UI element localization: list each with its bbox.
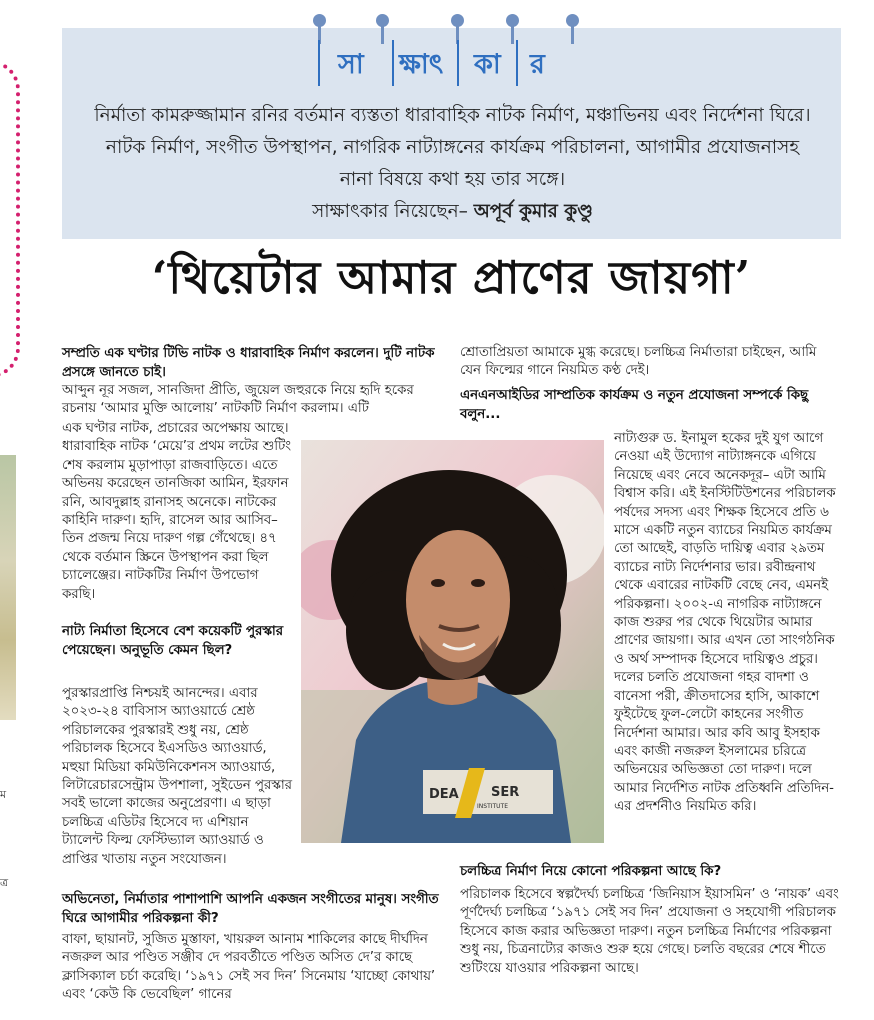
answer-4: নাট্যগুরু ড. ইনামুল হকের দুই যুগ আগে নেওয়া এই উদ্যোগ নাট্যাঙ্গনকে এগিয়ে নিয়েছে এবং নেবে অনেকদূর– এটা আমি বিশ্বাস করি। এই ইনস্টিটিউশনের পরিচালক পর্ষদের সদস্য এবং শিক্ষক হিসেবে প্রতি ৬ মাসে একটি নতুন ব্যাচের নিয়মিত কার্যক্রম তো আছেই, বাড়তি দায়িত্ব এবার ২৯তম ব্যাচের নাট্য নির্দেশনার ভার। রবীন্দ্রনাথ থেকে এবারের নাটকটি বেছে নেব, এমনই পরিকল্পনা। ২০০২-এ নাগরিক নাট্যাঙ্গনে কাজ শুরুর পর থেকে থিয়েটার আমার প্রাণের জায়গা। আর এখন তো সাংগঠনিক ও অর্থ সম্পাদক হিসেবে দায়িত্বও প্রচুর। দলের চলতি প্রযোজনা গহর বাদশা ও বানেসা পরী, ক্রীতদাসের হাসি, আকাশে ফুইটেছে ফুল-লেটো কাহনের সংগীত নির্দেশনা আমার। আর কবি আবু ইসহাক এবং কাজী নজরুল ইসলামের চরিত্রে অভিনয়ের অভিজ্ঞতা তো দারুণ। দলে আমার নির্দেশিত নাটক প্রতিধ্বনি প্রতিদিন-এর প্রদর্শনীও নিয়মিত করি।: [614, 431, 836, 815]
headline: ‘থিয়েটার আমার প্রাণের জায়গা’: [151, 251, 752, 304]
portrait-photo: [301, 440, 604, 843]
kicker-letter: র: [530, 49, 545, 80]
answer-3: বাফা, ছায়ানট, সুজিত মুস্তাফা, খায়রুল আনাম শাকিলের কাছে দীর্ঘদিন নজরুল আর পণ্ডিত সঞ্জীব দে পরবর্তীতে পণ্ডিত অসিত দে’র কাছে ক্লাসিক্যাল চর্চা করেছি। ‘১৯৭১ সেই সব দিন’ সিনেমায় ‘যাচ্ছো কোথায়’ এবং ‘কেউ কি ভেবেছিল’ গানের: [62, 932, 436, 1003]
shirt-text-mid: INSTITUTE: [477, 803, 509, 810]
answer-3-continued: শ্রোতাপ্রিয়তা আমাকে মুগ্ধ করেছে। চলচ্চিত্র নির্মাতারা চাইছেন, আমি যেন ফিল্মের গানে নিয়মিত কণ্ঠ দেই।: [460, 345, 817, 379]
decorative-dotted-border: [0, 60, 20, 378]
shirt-text-right: SER: [491, 785, 520, 800]
question-5: চলচ্চিত্র নির্মাণ নিয়ে কোনো পরিকল্পনা আছে কি?: [460, 864, 722, 879]
adjacent-photo-edge: [0, 455, 16, 720]
kicker-letter: কা: [474, 49, 501, 80]
question-2: নাট্য নির্মাতা হিসেবে বেশ কয়েকটি পুরস্কার পেয়েছেন। অনুভূতি কেমন ছিল?: [62, 624, 284, 658]
kicker-letter: সা: [338, 49, 364, 80]
kicker-letter: ক্ষাৎ: [399, 49, 444, 80]
answer-1-body: এক ঘণ্টার নাটক, প্রচারের অপেক্ষায় আছে। ধারাবাহিক নাটক ‘মেয়ে’র প্রথম লটের শুটিং শেষ করলাম মুড়াপাড়া রাজবাড়িতে। এতে অভিনয় করেছেন তানজিকা আমিন, ইরফান রনি, আবদুল্লাহ রানাসহ অনেকে। নাটকের কাহিনি দারুণ। হৃদি, রাসেল আর আসিব– তিন প্রজন্ম নিয়ে দারুণ গল্প গেঁথেছে। ৪৭ থেকে বর্তমান স্ক্রিনে উপস্থাপন করা ছিল চ্যালেঞ্জের। নাটকটির নির্মাণ উপভোগ করছি।: [62, 421, 291, 602]
question-4: এনএনআইডির সাম্প্রতিক কার্যক্রম ও নতুন প্রযোজনা সম্পর্কে কিছু বলুন...: [460, 388, 809, 422]
intro-text: [90, 100, 815, 228]
question-1: সম্প্রতি এক ঘণ্টার টিভি নাটক ও ধারাবাহিক নির্মাণ করলেন। দুটি নাটক প্রসঙ্গে জানতে চাই।: [62, 346, 435, 380]
byline-prefix: সাক্ষাৎকার নিয়েছেন–: [312, 201, 468, 222]
shirt-text-left: DEA: [429, 787, 459, 802]
byline-name: অপূর্ব কুমার কুণ্ডু: [473, 201, 593, 222]
adjacent-text-fragment: ত্র: [0, 876, 9, 889]
adjacent-text-fragment: ম: [0, 788, 7, 801]
answer-5: পরিচালক হিসেবে স্বল্পদৈর্ঘ্য চলচ্চিত্র ‘জিনিয়াস ইয়াসমিন’ ও ‘নায়ক’ এবং পূর্ণদৈর্ঘ্য চলচ্চিত্র ‘১৯৭১ সেই সব দিন’ প্রযোজনা ও সহযোগী পরিচালক হিসেবে কাজ করার অভিজ্ঞতা দারুণ। নতুন চলচ্চিত্র নির্মাণের পরিকল্পনা শুধু নয়, চিত্রনাট্যের কাজও শুরু হয়ে গেছে। চলতি বছরের শেষে শীতে শুটিংয়ে যাওয়ার পরিকল্পনা আছে।: [460, 887, 839, 976]
answer-1-intro: আব্দুন নূর সজল, সানজিদা প্রীতি, জুয়েল জহুরকে নিয়ে হৃদি হকের রচনায় ‘আমার মুক্তি আলোয়’ নাটকটি নির্মাণ করলাম। এটি: [62, 383, 414, 417]
intro-body: নির্মাতা কামরুজ্জামান রনির বর্তমান ব্যস্ততা ধারাবাহিক নাটক নির্মাণ, মঞ্চাভিনয় এবং নির্দেশনা ঘিরে। নাটক নির্মাণ, সংগীত উপস্থাপন, নাগরিক নাট্যাঙ্গনের কার্যক্রম পরিচালনা, আগামীর প্রযোজনাসহ নানা বিষয়ে কথা হয় তার সঙ্গে।: [94, 105, 811, 190]
answer-2: পুরস্কারপ্রাপ্তি নিশ্চয়ই আনন্দের। এবার ২০২৩-২৪ বাবিসাস অ্যাওয়ার্ডে শ্রেষ্ঠ পরিচালকের পুরস্কারই শুধু নয়, শ্রেষ্ঠ পরিচালক হিসেবে ইএসডিও অ্যাওয়ার্ড, মহুয়া মিডিয়া কমিউনিকেশনস অ্যাওয়ার্ড, লিটারেচারসেন্ট্রাম উপশালা, সুইডেন পুরস্কার সবই ভালো কাজের অনুপ্রেরণা। এ ছাড়া চলচ্চিত্র এডিটর হিসেবে দ্য এশিয়ান ট্যালেন্ট ফিল্ম ফেস্টিভ্যাল অ্যাওয়ার্ড ও প্রাপ্তির খাতায় নতুন সংযোজন।: [62, 686, 292, 867]
section-kicker: [62, 0, 841, 92]
question-3: অভিনেতা, নির্মাতার পাশাপাশি আপনি একজন সংগীতের মানুষ। সংগীত ঘিরে আগামীর পরিকল্পনা কী?: [62, 892, 439, 926]
